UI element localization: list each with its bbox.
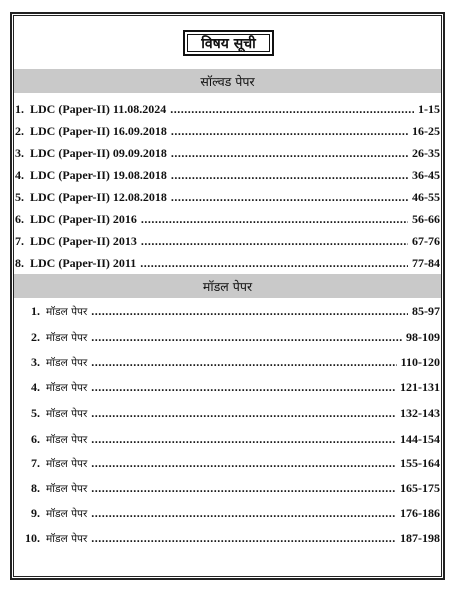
toc-row-pages: 36-45: [412, 168, 440, 182]
toc-row-label: LDC (Paper-II) 2016: [30, 212, 137, 226]
toc-row[interactable]: [18, 330, 440, 345]
toc-row-leader: [140, 256, 408, 271]
toc-row-leader: [171, 124, 408, 139]
toc-row-number: 4.: [15, 168, 24, 182]
toc-row-leader: [91, 304, 408, 319]
toc-row-number: 3.: [15, 146, 24, 160]
toc-row-pages: 46-55: [412, 190, 440, 204]
toc-row-label: मॉडल पेपर: [46, 382, 88, 394]
toc-row-leader: [171, 190, 408, 205]
toc-row-number: 5.: [31, 406, 40, 420]
toc-row-number: 4.: [31, 380, 40, 394]
toc-row-pages: 26-35: [412, 146, 440, 160]
toc-row-leader: [91, 380, 396, 395]
toc-row-pages: 85-97: [412, 304, 440, 318]
toc-row[interactable]: [18, 506, 440, 521]
toc-row-pages: 165-175: [400, 481, 440, 495]
toc-row[interactable]: [15, 190, 440, 205]
toc-row-number: 10.: [25, 531, 40, 545]
toc-row-leader: [91, 355, 396, 370]
toc-row-pages: 98-109: [406, 330, 440, 344]
toc-row-number: 9.: [31, 506, 40, 520]
toc-row[interactable]: [15, 212, 440, 227]
toc-row-label: LDC (Paper-II) 12.08.2018: [30, 190, 167, 204]
toc-row-pages: 110-120: [400, 355, 440, 369]
toc-row-pages: 1-15: [418, 102, 440, 116]
toc-row[interactable]: [18, 380, 440, 395]
toc-row-leader: [171, 168, 408, 183]
toc-row-label: मॉडल पेपर: [46, 483, 88, 495]
toc-row-pages: 132-143: [400, 406, 440, 420]
toc-row[interactable]: [18, 355, 440, 370]
toc-row-pages: 176-186: [400, 506, 440, 520]
toc-row-label: LDC (Paper-II) 2013: [30, 234, 137, 248]
toc-row-leader: [91, 531, 396, 546]
toc-row-leader: [170, 102, 414, 117]
solved-section-heading: सॉल्वड पेपर: [14, 69, 441, 93]
toc-row[interactable]: [15, 256, 440, 271]
toc-row-number: 6.: [31, 432, 40, 446]
toc-row[interactable]: [15, 124, 440, 139]
toc-row-number: 7.: [15, 234, 24, 248]
toc-row-number: 1.: [15, 102, 24, 116]
toc-row-pages: 121-131: [400, 380, 440, 394]
toc-row-leader: [141, 212, 408, 227]
contents-title-box: [183, 30, 274, 56]
toc-row[interactable]: [18, 456, 440, 471]
toc-row-pages: 155-164: [400, 456, 440, 470]
contents-title: विषय सूची: [187, 34, 270, 52]
toc-row-label: मॉडल पेपर: [46, 458, 88, 470]
toc-row-number: 5.: [15, 190, 24, 204]
toc-row-leader: [141, 234, 408, 249]
toc-row-label: मॉडल पेपर: [46, 508, 88, 520]
toc-row[interactable]: [15, 168, 440, 183]
toc-row-leader: [91, 330, 402, 345]
toc-row-label: मॉडल पेपर: [46, 434, 88, 446]
toc-row-leader: [91, 406, 396, 421]
toc-row[interactable]: [18, 432, 440, 447]
toc-row-number: 3.: [31, 355, 40, 369]
toc-row-number: 8.: [31, 481, 40, 495]
toc-row-label: मॉडल पेपर: [46, 306, 88, 318]
toc-row[interactable]: [15, 102, 440, 117]
toc-row[interactable]: [18, 406, 440, 421]
toc-row-label: LDC (Paper-II) 19.08.2018: [30, 168, 167, 182]
toc-row-label: मॉडल पेपर: [46, 332, 88, 344]
toc-row-label: मॉडल पेपर: [46, 357, 88, 369]
toc-row-pages: 187-198: [400, 531, 440, 545]
toc-row-pages: 16-25: [412, 124, 440, 138]
toc-row-number: 1.: [31, 304, 40, 318]
toc-row[interactable]: [18, 304, 440, 319]
toc-row-number: 6.: [15, 212, 24, 226]
toc-row-pages: 144-154: [400, 432, 440, 446]
toc-row-leader: [91, 506, 396, 521]
toc-row-leader: [91, 456, 396, 471]
toc-row-label: LDC (Paper-II) 16.09.2018: [30, 124, 167, 138]
toc-row-leader: [171, 146, 408, 161]
toc-row[interactable]: [15, 146, 440, 161]
toc-row-pages: 67-76: [412, 234, 440, 248]
toc-row-number: 7.: [31, 456, 40, 470]
toc-row-leader: [91, 481, 396, 496]
toc-row-pages: 77-84: [412, 256, 440, 270]
toc-row-label: मॉडल पेपर: [46, 408, 88, 420]
toc-row-number: 2.: [15, 124, 24, 138]
toc-row[interactable]: [15, 234, 440, 249]
toc-row-label: मॉडल पेपर: [46, 533, 88, 545]
toc-row-label: LDC (Paper-II) 11.08.2024: [30, 102, 167, 116]
model-section-heading: मॉडल पेपर: [14, 274, 441, 298]
toc-row-label: LDC (Paper-II) 2011: [30, 256, 137, 270]
toc-row-number: 8.: [15, 256, 24, 270]
toc-row-number: 2.: [31, 330, 40, 344]
toc-row-leader: [91, 432, 396, 447]
toc-row[interactable]: [18, 531, 440, 546]
toc-row-label: LDC (Paper-II) 09.09.2018: [30, 146, 167, 160]
toc-row-pages: 56-66: [412, 212, 440, 226]
toc-row[interactable]: [18, 481, 440, 496]
